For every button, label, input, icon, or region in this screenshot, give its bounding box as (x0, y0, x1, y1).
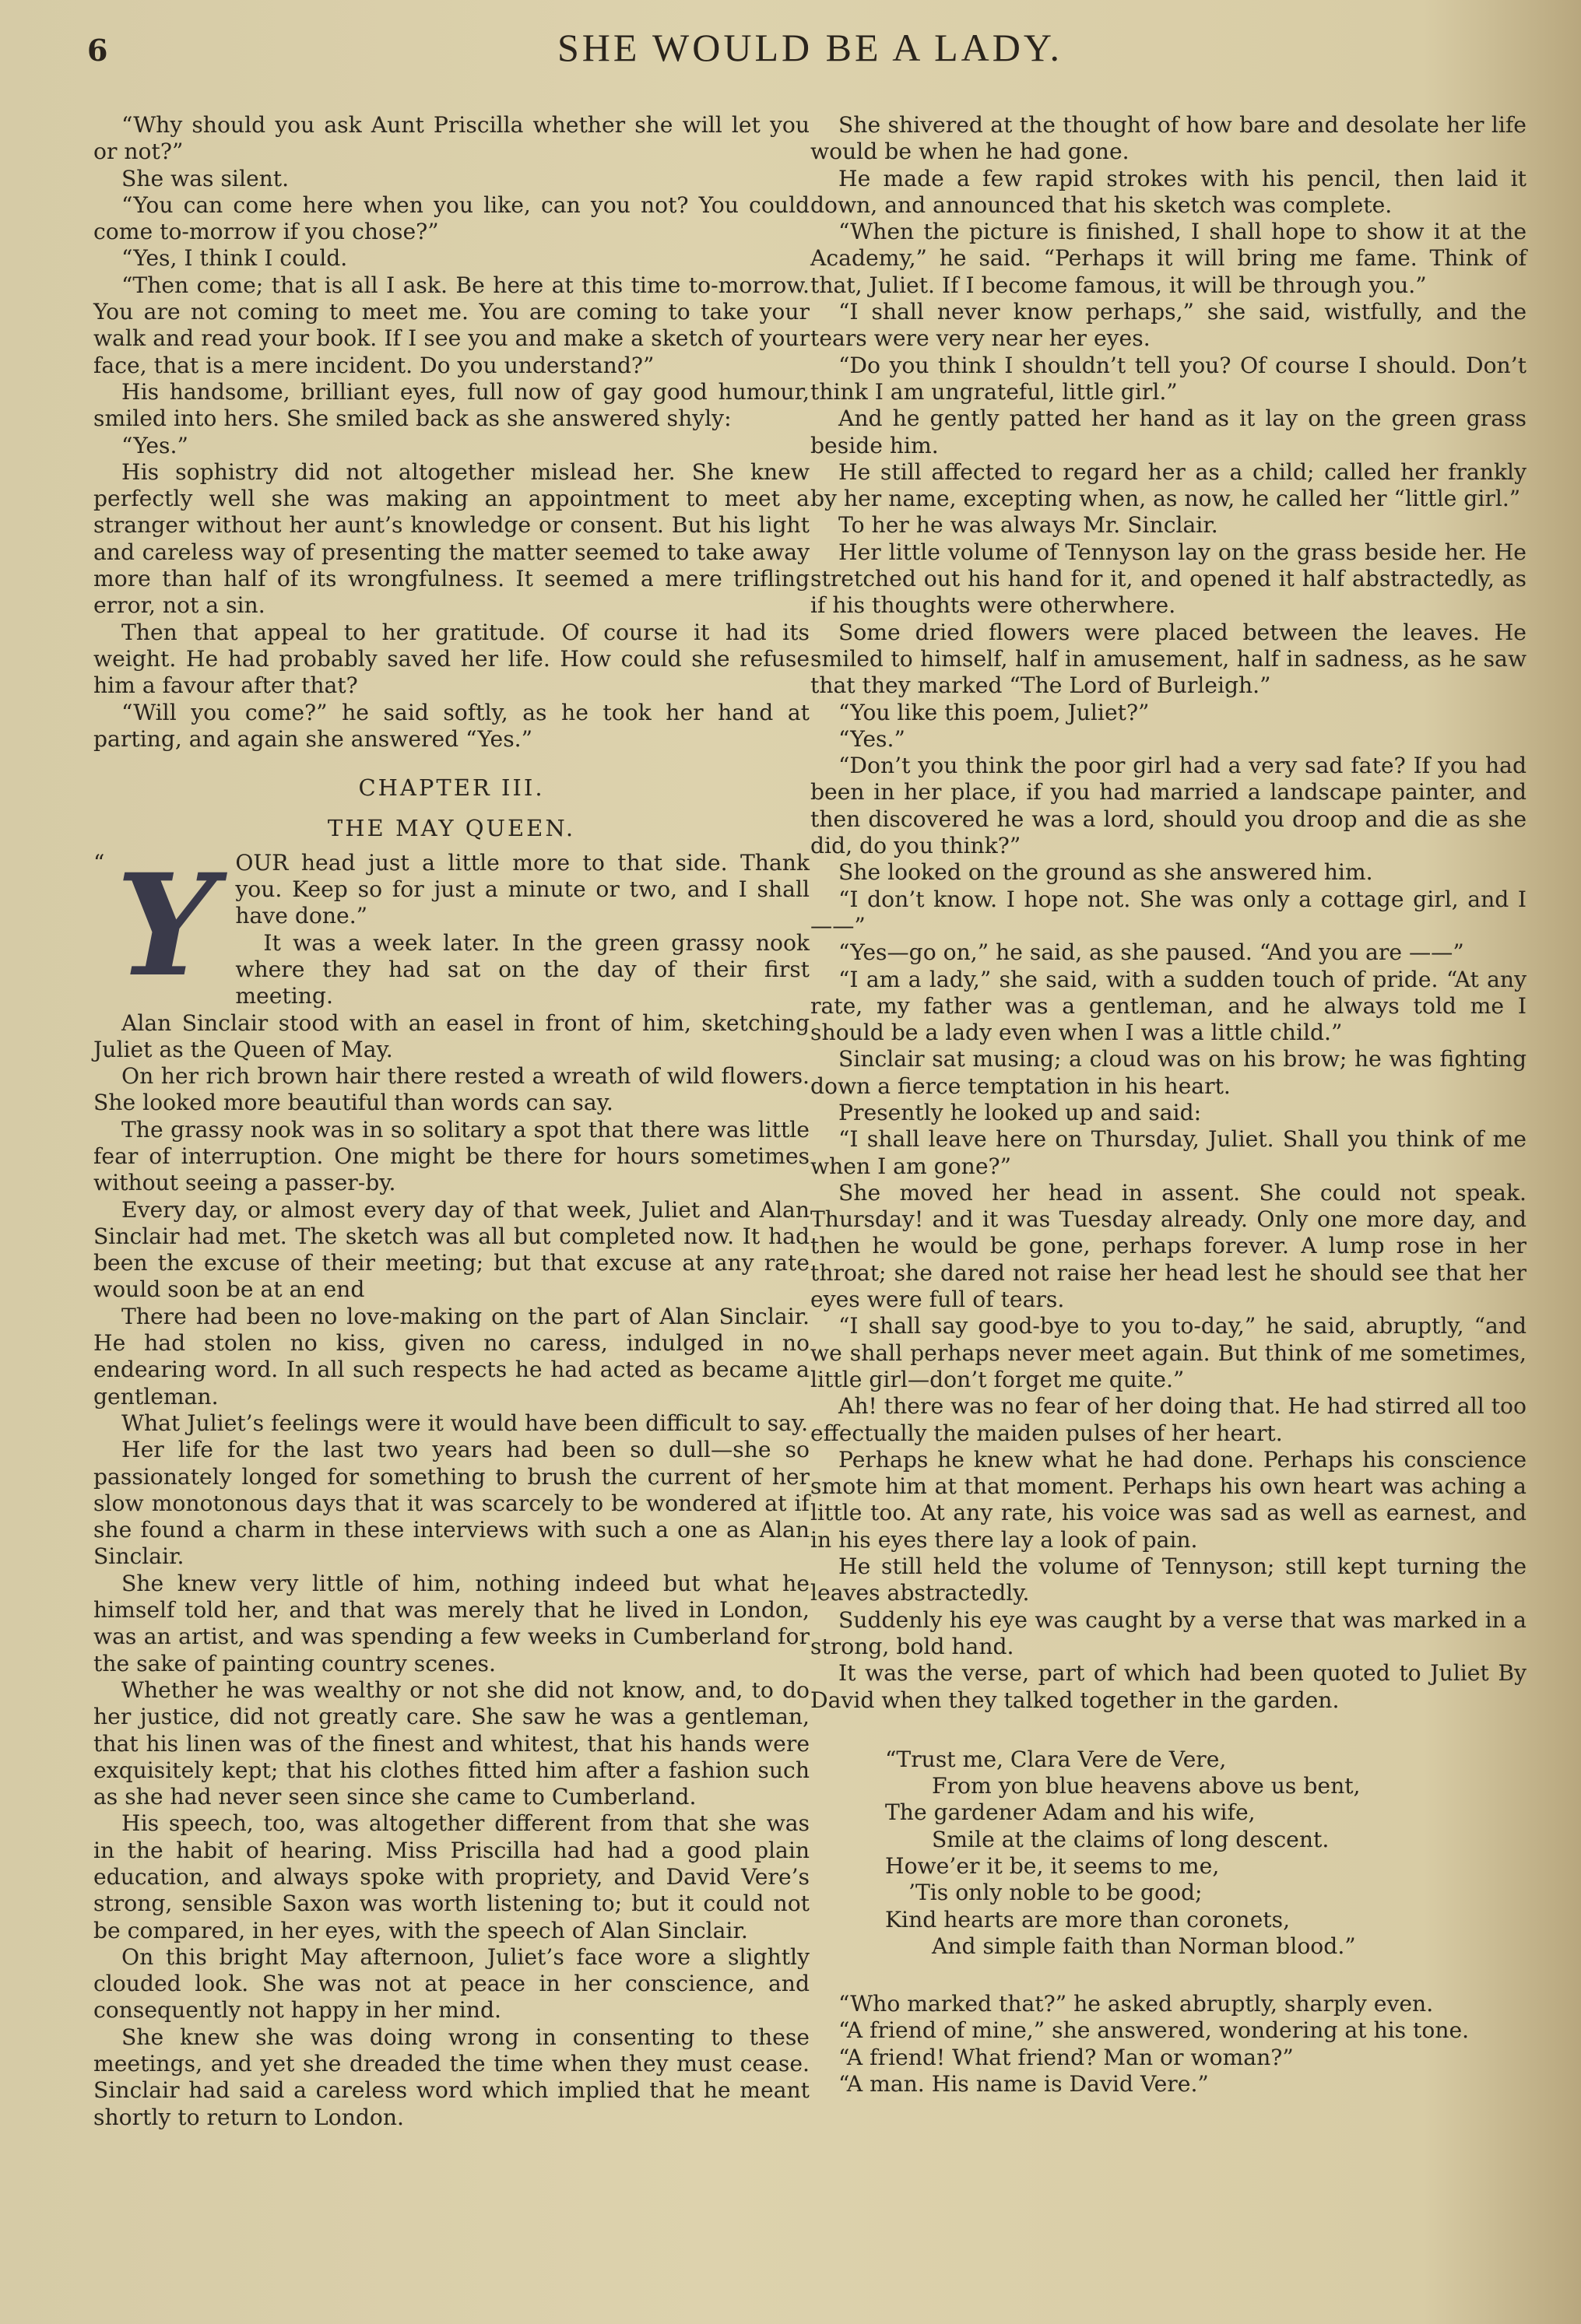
left-column (93, 112, 810, 2131)
paragraph: “Yes, I think I could. (121, 245, 348, 272)
paragraph: Perhaps he knew what he had done. Perhaps his conscience smote him at that moment. Perhaps his own heart was aching a little too. At any rate, his voice was sad as well as earnest, and in his eyes there lay a look of pain. (810, 1446, 1527, 1553)
dropcap-quote: “ (93, 849, 105, 876)
right-paragraphs-after (810, 1991, 1527, 2098)
paragraph: Some dried flowers were placed between the leaves. He smiled to himself, half in amusement, half in sadness, as he saw that they marked “The Lord of Burleigh.” (810, 619, 1527, 699)
running-title: SHE WOULD BE A LADY. (557, 26, 1063, 69)
paragraph: It was the verse, part of which had been quoted to Juliet By David when they talked together in the garden. (810, 1660, 1527, 1713)
verse-line: Smile at the claims of long descent. (932, 1826, 1330, 1852)
paragraph: His handsome, brilliant eyes, full now of gay good humour, smiled into hers. She smiled back as she answered shyly: (93, 378, 810, 432)
paragraph: Whether he was wealthy or not she did not know, and, to do her justice, did not greatly care. She saw he was a gentleman, that his linen was of the finest and whitest, that his hands were exquisitely kept; that his clothes fitted him after a fashion such as she had never seen since she came to Cumberland. (93, 1676, 810, 1810)
paragraph: There had been no love-making on the part of Alan Sinclair. He had stolen no kiss, given no caress, indulged in no endearing word. In all such respects he had acted as became a gentleman. (93, 1303, 810, 1409)
verse-line: ’Tis only noble to be good; (908, 1880, 1203, 1906)
page-header (87, 17, 1527, 87)
paragraph: “Yes—go on,” he said, as she paused. “And you are ——” (838, 939, 1464, 966)
verse-line: From yon blue heavens above us bent, (932, 1773, 1361, 1799)
paragraph: Her little volume of Tennyson lay on the grass beside her. He stretched out his hand for it, and opened it half abstractedly, as if his thoughts were otherwhere. (810, 539, 1527, 619)
verse-line: And simple faith than Norman blood.” (932, 1933, 1356, 1959)
paragraph: “Yes.” (121, 432, 188, 458)
paragraph: Ah! there was no fear of her doing that. He had stirred all too effectually the maiden pulses of her heart. (810, 1393, 1527, 1446)
paragraph: His speech, too, was altogether different from that she was in the habit of hearing. Miss Priscilla had had a good plain education, and always spoke with propriety, and David Vere’s strong, sensible Saxon was worth listening to; but it could not be compared, in her eyes, with the speech of Alan Sinclair. (93, 1810, 810, 1943)
paragraph: “A friend of mine,” she answered, wondering at his tone. (838, 2017, 1470, 2044)
verse-line: The gardener Adam and his wife, (885, 1799, 1256, 1826)
paragraph: “Don’t you think the poor girl had a very sad fate? If you had been in her place, if you had married a landscape painter, and then discovered he was a lord, should you droop and die as she did, do you think?” (810, 753, 1527, 859)
paragraph: “Who marked that?” he asked abruptly, sharply even. (838, 1991, 1434, 2017)
paragraph: The grassy nook was in so solitary a spot that there was little fear of interruption. One might be there for hours sometimes without seeing a passer-by. (93, 1116, 810, 1196)
chapter-title: THE MAY QUEEN. (327, 815, 576, 842)
verse-line: “Trust me, Clara Vere de Vere, (885, 1746, 1227, 1772)
paragraph: She knew very little of him, nothing indeed but what he himself told her, and that was merely that he lived in London, was an artist, and was spending a few weeks in Cumberland for the sake of painting country scenes. (93, 1570, 810, 1676)
paragraph: She moved her head in assent. She could not speak. Thursday! and it was Tuesday already. Only one more day, and then he would be gone, perhaps forever. A lump rose in her throat; she dared not raise her head lest he should see that her eyes were full of tears. (810, 1179, 1527, 1313)
paragraph: To her he was always Mr. Sinclair. (838, 512, 1218, 539)
paragraph: “I am a lady,” she said, with a sudden touch of pride. “At any rate, my father was a gentleman, and he always told me I should be a lady even when I was a little child.” (810, 966, 1527, 1046)
paragraph: He still held the volume of Tennyson; still kept turning the leaves abstractedly. (810, 1553, 1527, 1606)
dropcap-letter: Y (116, 843, 216, 1008)
paragraph: And he gently patted her hand as it lay on the green grass beside him. (810, 405, 1527, 458)
paragraph: “You like this poem, Juliet?” (838, 699, 1150, 725)
paragraph: “Yes.” (838, 725, 905, 752)
paragraph: Alan Sinclair stood with an easel in front of him, sketching Juliet as the Queen of May. (93, 1009, 810, 1062)
right-column (810, 112, 1527, 2131)
page-number: 6 (87, 33, 108, 68)
verse-line: Kind hearts are more than coronets, (885, 1906, 1291, 1933)
paragraph: Then that appeal to her gratitude. Of course it had its weight. He had probably saved her life. How could she refuse him a favour after that? (93, 619, 810, 699)
paragraph: Her life for the last two years had been so dull—she so passionately longed for something to brush the current of her slow monotonous days that it was scarcely to be wondered at if she found a charm in these interviews with such a one as Alan Sinclair. (93, 1437, 810, 1570)
left-paragraphs-after (93, 930, 810, 2131)
paragraph: “I don’t know. I hope not. She was only a cottage girl, and I ——” (810, 886, 1527, 939)
right-paragraphs-before (810, 112, 1527, 1714)
paragraph: She knew she was doing wrong in consenting to these meetings, and yet she dreaded the time when they must cease. Sinclair had said a careless word which implied that he meant shortly to return to London. (93, 2024, 810, 2130)
paragraph: “A friend! What friend? Man or woman?” (838, 2044, 1294, 2070)
poem-verse (885, 1747, 1527, 1960)
paragraph: “I shall never know perhaps,” she said, wistfully, and the tears were very near her eyes. (810, 299, 1527, 352)
paragraph: “You can come here when you like, can you not? You could come to-morrow if you chose?” (93, 191, 810, 245)
paragraph: He still affected to regard her as a child; called her frankly by her name, excepting when, as now, he called her “little girl.” (810, 458, 1527, 512)
paragraph: On her rich brown hair there rested a wreath of wild flowers. She looked more beautiful than words can say. (93, 1063, 810, 1116)
paragraph: “Then come; that is all I ask. Be here at this time to-morrow. You are not coming to meet me. You are coming to take your walk and read your book. If I see you and make a sketch of your face, that is a mere incident. Do you understand?” (93, 272, 810, 378)
paragraph: She shivered at the thought of how bare and desolate her life would be when he had gone. (810, 112, 1527, 165)
text-columns (93, 112, 1527, 2131)
paragraph: “A man. His name is David Vere.” (838, 2071, 1209, 2098)
paragraph: “Will you come?” he said softly, as he took her hand at parting, and again she answered “Yes.” (93, 699, 810, 752)
paragraph: “When the picture is finished, I shall hope to show it at the Academy,” he said. “Perhaps it will bring me fame. Think of that, Juliet. If I become famous, it will be through you.” (810, 219, 1527, 298)
paragraph: “Do you think I shouldn’t tell you? Of course I should. Don’t think I am ungrateful, little girl.” (810, 352, 1527, 405)
paragraph: “Why should you ask Aunt Priscilla whether she will let you or not?” (93, 112, 810, 165)
paragraph: “I shall leave here on Thursday, Juliet. Shall you think of me when I am gone?” (810, 1126, 1527, 1179)
paragraph: His sophistry did not altogether mislead her. She knew perfectly well she was making an appointment to meet a stranger without her aunt’s knowledge or consent. But his light and careless way of presenting the matter seemed to take away more than half of its wrongfulness. It seemed a mere trifling error, not a sin. (93, 458, 810, 619)
verse-line: Howe’er it be, it seems to me, (885, 1853, 1220, 1879)
opening-text: OUR head just a little more to that side. Thank you. Keep so for just a minute or two, and I shall have done.” (235, 849, 810, 929)
paragraph: What Juliet’s feelings were it would have been difficult to say. (121, 1409, 809, 1436)
left-paragraphs-before (93, 112, 810, 753)
paragraph: Every day, or almost every day of that week, Juliet and Alan Sinclair had met. The sketch was all but completed now. It had been the excuse of their meeting; but that excuse at any rate would soon be at an end (93, 1196, 810, 1303)
paragraph: On this bright May afternoon, Juliet’s face wore a slightly clouded look. She was not at peace in her conscience, and consequently not happy in her mind. (93, 1943, 810, 2024)
paragraph: He made a few rapid strokes with his pencil, then laid it down, and announced that his sketch was complete. (810, 165, 1527, 218)
paragraph: Suddenly his eye was caught by a verse that was marked in a strong, bold hand. (810, 1606, 1527, 1659)
chapter-heading: CHAPTER III. (358, 774, 545, 802)
paragraph: She was silent. (121, 165, 290, 191)
paragraph: It was a week later. In the green grassy nook where they had sat on the day of their first meeting. (235, 929, 810, 1009)
paragraph: “I shall say good-bye to you to-day,” he said, abruptly, “and we shall perhaps never meet again. But think of me sometimes, little girl—don’t forget me quite.” (810, 1313, 1527, 1392)
paragraph: Presently he looked up and said: (838, 1099, 1202, 1125)
paragraph: Sinclair sat musing; a cloud was on his brow; he was fighting down a fierce temptation in his heart. (810, 1046, 1527, 1099)
paragraph: She looked on the ground as she answered him. (838, 859, 1373, 886)
